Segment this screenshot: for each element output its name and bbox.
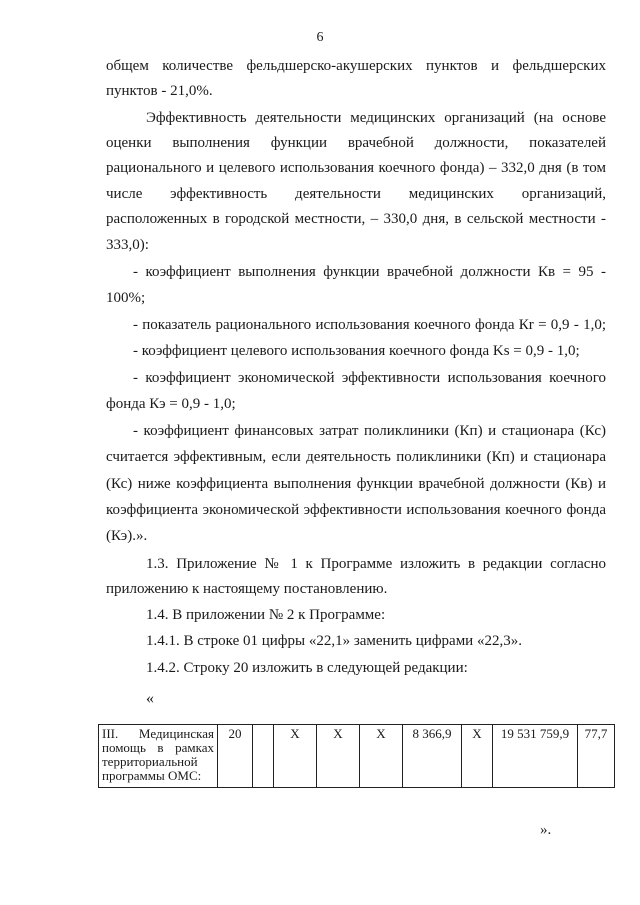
text-line: 1.4. В приложении № 2 к Программе: — [146, 607, 386, 623]
text-line: (Кс) ниже коэффициента выполнения функции врачебной должности (Кв) и — [106, 476, 606, 492]
opening-quote: « — [146, 690, 154, 707]
table-cell-row-number: 20 — [218, 725, 253, 788]
text-line: числе эффективность деятельности медицинских организаций, — [106, 186, 606, 202]
closing-quote: ». — [540, 822, 552, 838]
text-line: 1.4.1. В строке 01 цифры «22,1» заменить цифрами «22,3». — [146, 633, 522, 649]
table-cell: 8 366,9 — [403, 725, 462, 788]
table-cell: X — [360, 725, 403, 788]
page-number: 6 — [316, 30, 324, 45]
text-line: - коэффициент экономической эффективности использования коечного — [133, 370, 606, 386]
text-line: (Кэ).». — [106, 528, 148, 544]
text-line: приложению к настоящему постановлению. — [106, 581, 388, 597]
text-line: - коэффициент целевого использования коечного фонда Ks = 0,9 - 1,0; — [133, 343, 580, 359]
table-cell — [253, 725, 274, 788]
text-line: расположенных в городской местности, – 330,0 дня, в сельской местности - — [106, 211, 606, 227]
text-line: 333,0): — [106, 237, 149, 253]
program-table-row — [98, 724, 615, 788]
text-line: общем количестве фельдшерско-акушерских пунктов и фельдшерских — [106, 58, 606, 74]
text-line: рационального и целевого использования коечного фонда) – 332,0 дня (в том — [106, 160, 606, 176]
table-row — [99, 725, 615, 788]
text-line: Эффективность деятельности медицинских организаций (на основе — [146, 110, 606, 126]
text-line: оценки выполнения функции врачебной должности, показателей — [106, 135, 606, 151]
text-line: фонда Кэ = 0,9 - 1,0; — [106, 396, 236, 412]
text-line: 100%; — [106, 290, 146, 306]
table-cell: X — [462, 725, 493, 788]
text-line: 1.4.2. Строку 20 изложить в следующей редакции: — [146, 660, 468, 676]
table-cell-name: III. Медицинская помощь в рамках территориальной программы ОМС: — [99, 725, 218, 788]
table-cell: X — [274, 725, 317, 788]
text-line: считается эффективным, если деятельность поликлиники (Кп) и стационара — [106, 449, 606, 465]
text-line: - показатель рационального использования коечного фонда Кr = 0,9 - 1,0; — [133, 317, 606, 333]
table-cell: 77,7 — [578, 725, 615, 788]
text-line: - коэффициент финансовых затрат поликлиники (Кп) и стационара (Кс) — [133, 423, 606, 439]
text-line: коэффициента экономической эффективности использования коечного фонда — [106, 502, 606, 518]
table-cell: X — [317, 725, 360, 788]
text-line: 1.3. Приложение № 1 к Программе изложить в редакции согласно — [146, 556, 606, 572]
text-line: - коэффициент выполнения функции врачебной должности Кв = 95 - — [133, 264, 606, 280]
text-line: пунктов - 21,0%. — [106, 83, 213, 99]
table-cell: 19 531 759,9 — [493, 725, 578, 788]
